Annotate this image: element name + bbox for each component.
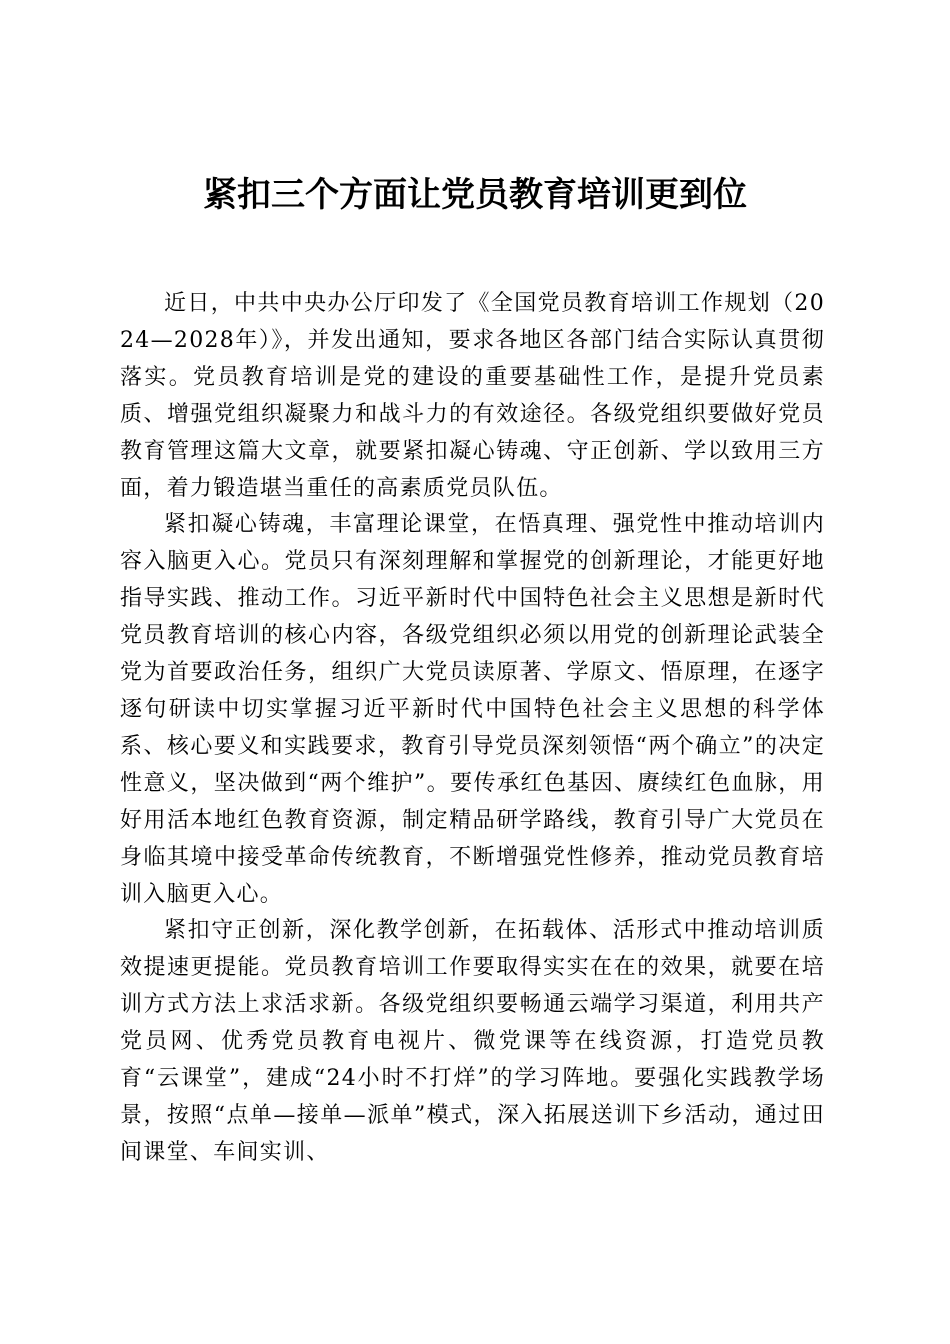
paragraph-theory: 紧扣凝心铸魂，丰富理论课堂，在悟真理、强党性中推动培训内容入脑更入心。党员只有深刻理解和掌握党的创新理论，才能更好地指导实践、推动工作。习近平新时代中国特色社会主义思想是新时代党员教育培训的核心内容，各级党组织必须以用党的创新理论武装全党为首要政治任务，组织广大党员读原著、学原文、悟原理，在逐字逐句研读中切实掌握习近平新时代中国特色社会主义思想的科学体系、核心要义和实践要求，教育引导党员深刻领悟“两个确立”的决定性意义，坚决做到“两个维护”。要传承红色基因、赓续红色血脉，用好用活本地红色教育资源，制定精品研学路线，教育引导广大党员在身临其境中接受革命传统教育，不断增强党性修养，推动党员教育培训入脑更入心。	[120, 512, 825, 907]
document-title: 紧扣三个方面让党员教育培训更到位	[203, 175, 747, 215]
paragraph-innovation: 紧扣守正创新，深化教学创新，在拓载体、活形式中推动培训质效提速更提能。党员教育培训工作要取得实实在在的效果，就要在培训方式方法上求活求新。各级党组织要畅通云端学习渠道，利用共产党员网、优秀党员教育电视片、微党课等在线资源，打造党员教育“云课堂”，建成“24小时不打烊”的学习阵地。要强化实践教学场景，按照“点单—接单—派单”模式，深入拓展送训下乡活动，通过田间课堂、车间实训、	[120, 918, 825, 1165]
document-body	[120, 286, 825, 1172]
paragraph-intro: 近日，中共中央办公厅印发了《全国党员教育培训工作规划（2024—2028年）》，并发出通知，要求各地区各部门结合实际认真贯彻落实。党员教育培训是党的建设的重要基础性工作，是提升党员素质、增强党组织凝聚力和战斗力的有效途径。各级党组织要做好党员教育管理这篇大文章，就要紧扣凝心铸魂、守正创新、学以致用三方面，着力锻造堪当重任的高素质党员队伍。	[120, 291, 825, 501]
